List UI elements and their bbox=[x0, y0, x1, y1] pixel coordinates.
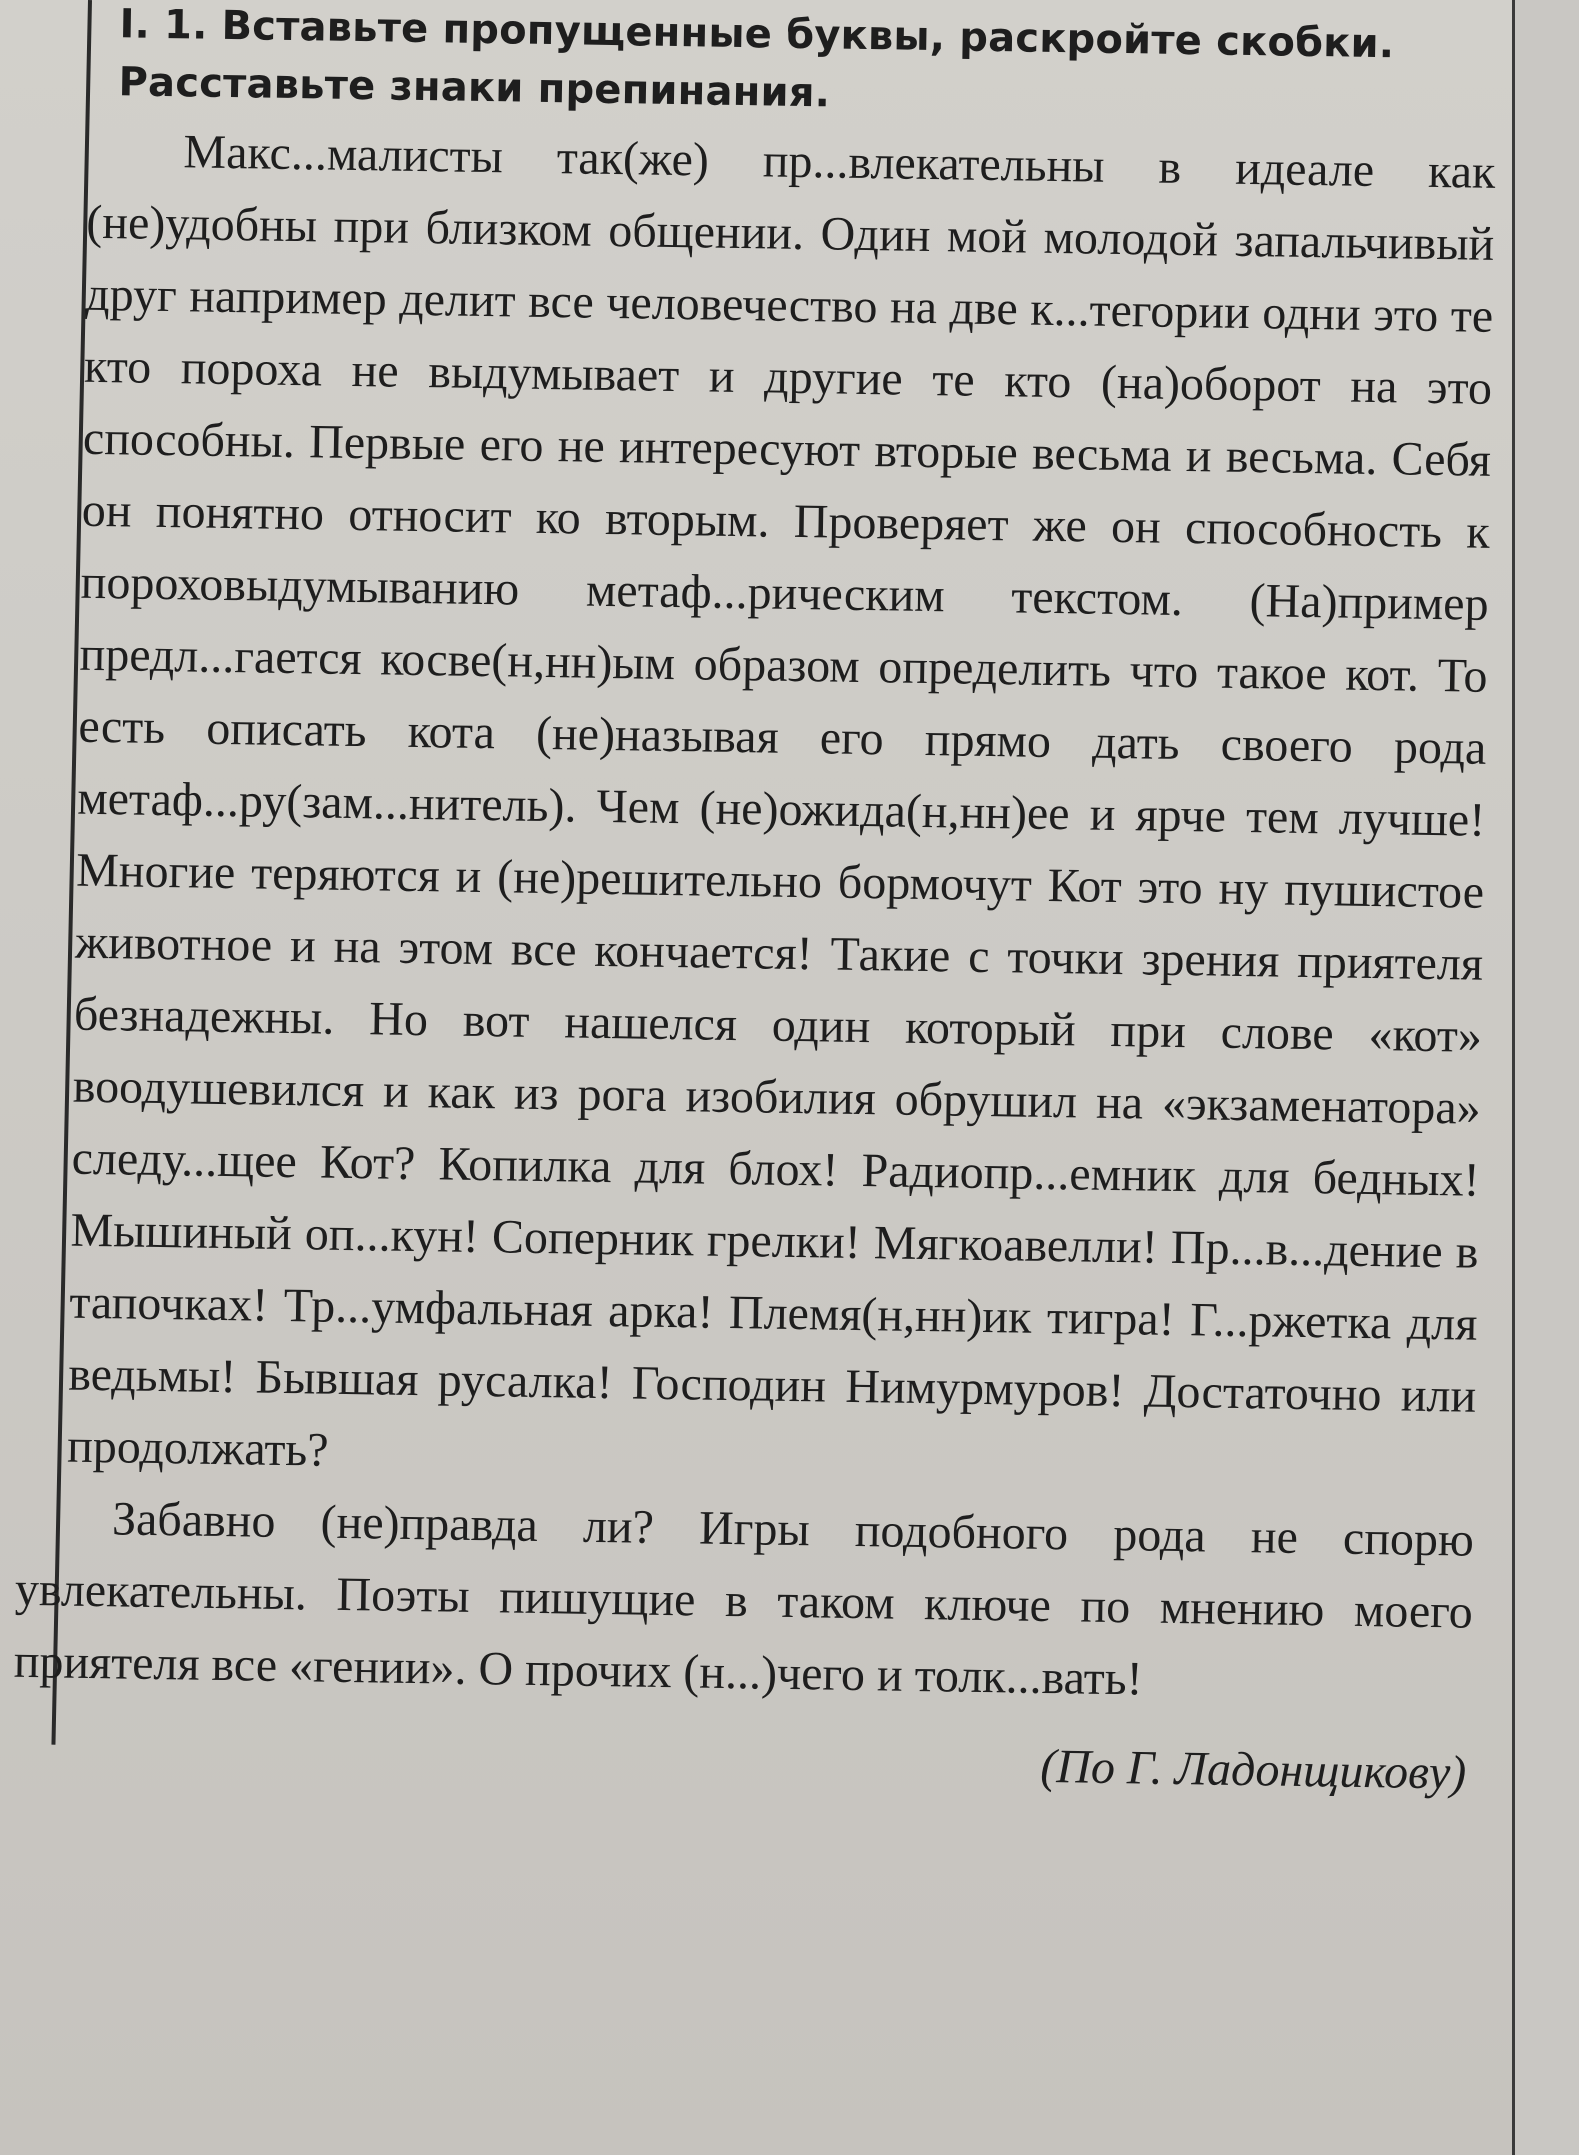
exercise-paragraph-2: Забавно (не)правда ли? Игры подобного рода не спорю увлекательны. Поэты пишущие в таком ключе по мнению моего приятеля все «гении». О прочих (н...)чего и толк...вать! bbox=[13, 1492, 1475, 1706]
exercise-number: I. 1. bbox=[119, 1, 208, 49]
exercise-block bbox=[12, 0, 1510, 1809]
next-page-margin bbox=[1515, 0, 1579, 2155]
exercise-paragraph-1: Макс...малисты так(же) пр...влекательны в идеале как (не)удобны при близком общении. Один мой молодой запальчивый друг например делит все человечество на две к...тегории одни это те кто пороха не выдумывает и другие те кто (на)оборот на это способны. Первые его не интересуют вторые весьма и весьма. Себя он понятно относит ко вторым. Проверяет же он способность к пороховыдумыванию метаф...рическим текстом. (На)пример предл...гается косве(н,нн)ым образом определить что такое кот. То есть описать кота (не)называя его прямо дать своего рода метаф...ру(зам...нитель). Чем (не)ожида(н,нн)ее и ярче тем лучше! Многие теряются и (не)решительно бормочут Кот это ну пушистое животное и на этом все кончается! Такие с точки зрения приятеля безнадежны. Но вот нашелся один который при слове «кот» воодушевился и как из рога изобилия обрушил на «экзаменатора» следу...щее Кот? Копилка для блох! Радиопр...емник для бедных! Мышиный оп...кун! Соперник грелки! Мягкоавелли! Пр...в...дение в тапочках! Тр...умфальная арка! Племя(н,нн)ик тигра! Г...ржетка для ведьмы! Бывшая русалка! Господин Нимурмуров! Достаточно или продолжать? bbox=[66, 125, 1496, 1477]
text-source: (По Г. Ладонщикову) bbox=[1039, 1739, 1467, 1800]
exercise-heading bbox=[118, 0, 1510, 133]
page-gutter-line bbox=[1512, 0, 1515, 2155]
exercise-instruction: Вставьте пропущенные буквы, раскройте скобки. Расставьте знаки препинания. bbox=[118, 2, 1395, 117]
